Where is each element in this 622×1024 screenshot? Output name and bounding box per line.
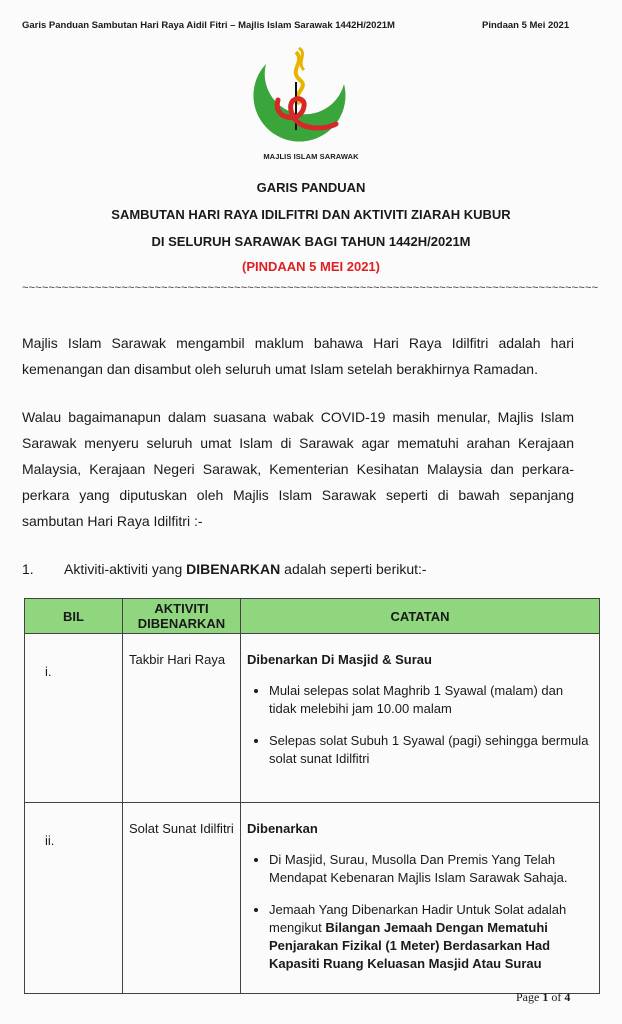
page-total: 4 [564,990,571,1004]
page-footer [516,990,570,1005]
table-row [25,634,600,803]
amendment-label: (PINDAAN 5 MEI 2021) [242,259,380,274]
list-item: • Selepas solat Subuh 1 Syawal (pagi) sehingga bermula solat sunat Idilfitri [269,732,593,768]
col-header-activity: AKTIVITI DIBENARKAN [123,599,241,634]
paragraph-intro: Majlis Islam Sarawak mengambil maklum bahawa Hari Raya Idilfitri adalah hari kemenangan dan disambut oleh seluruh umat Islam setelah berakhirnya Ramadan. [22,335,574,377]
doc-subtitle-1: SAMBUTAN HARI RAYA IDILFITRI DAN AKTIVITI ZIARAH KUBUR [111,207,511,222]
col-header-notes: CATATAN [241,599,600,634]
row-activity: Solat Sunat Idilfitri [123,803,241,994]
section-1-heading [22,561,427,577]
doc-title: GARIS PANDUAN [256,180,366,195]
table-row [25,803,600,994]
list-item: • Mulai selepas solat Maghrib 1 Syawal (malam) dan tidak melebihi jam 10.00 malam [269,682,593,718]
col-header-bil: BIL [25,599,123,634]
row-notes-heading: Dibenarkan [247,821,318,836]
section-text-bold: DIBENARKAN [186,561,281,577]
row-notes [241,634,600,803]
logo-caption: MAJLIS ISLAM SARAWAK [263,152,359,161]
paragraph-covid: Walau bagaimanapun dalam suasana wabak COVID-19 masih menular, Majlis Islam Sarawak menyeru seluruh umat Islam di Sarawak agar mematuhi arahan Kerajaan Malaysia, Kerajaan Negeri Sarawak, Kementerian Kesihatan Malaysia dan perkara-perkara yang diputuskan oleh Majlis Islam Sarawak seperti di bawah sepanjang sambutan Hari Raya Idilfitri :- [22,409,574,529]
section-text-after: adalah seperti berikut:- [280,561,427,577]
list-item: • Di Masjid, Surau, Musolla Dan Premis Yang Telah Mendapat Kebenaran Majlis Islam Sarawak Sahaja. [269,851,593,887]
page-label: Page [516,990,543,1004]
list-item [269,901,593,973]
row-notes-list [247,682,593,768]
tilde-separator: ~~~~~~~~~~~~~~~~~~~~~~~~~~~~~~~~~~~~~~~~~~~~~~~~~~~~~~~~~~~~~~~~~~~~~~~~~~~~~~~~~~~~~~~ [22,282,599,294]
bullet-plain-text: Jemaah Yang Dibenarkan Hadir Untuk Solat adalah mengikut [269,902,567,935]
table-header-row [25,599,600,634]
section-number: 1. [22,561,34,577]
row-notes [241,803,600,994]
section-text-before: Aktiviti-aktiviti yang [64,561,187,577]
row-bil: i. [25,634,123,803]
row-notes-list [247,851,593,973]
row-bil: ii. [25,803,123,994]
row-activity: Takbir Hari Raya [123,634,241,803]
row-notes-heading: Dibenarkan Di Masjid & Surau [247,652,432,667]
doc-subtitle-2: DI SELURUH SARAWAK BAGI TAHUN 1442H/2021M [151,234,471,249]
page-of: of [548,990,565,1004]
page-number: 1 [542,990,549,1004]
header-title: Garis Panduan Sambutan Hari Raya Aidil Fitri – Majlis Islam Sarawak 1442H/2021M [22,20,395,31]
permitted-activities-table [24,598,600,994]
bullet-bold-text: Bilangan Jemaah Dengan Mematuhi Penjarakan Fizikal (1 Meter) Berdasarkan Had Kapasiti Ruang Keluasan Masjid Atau Surau [269,920,551,971]
header-revision: Pindaan 5 Mei 2021 [482,20,570,31]
majlis-islam-sarawak-logo [244,44,360,154]
